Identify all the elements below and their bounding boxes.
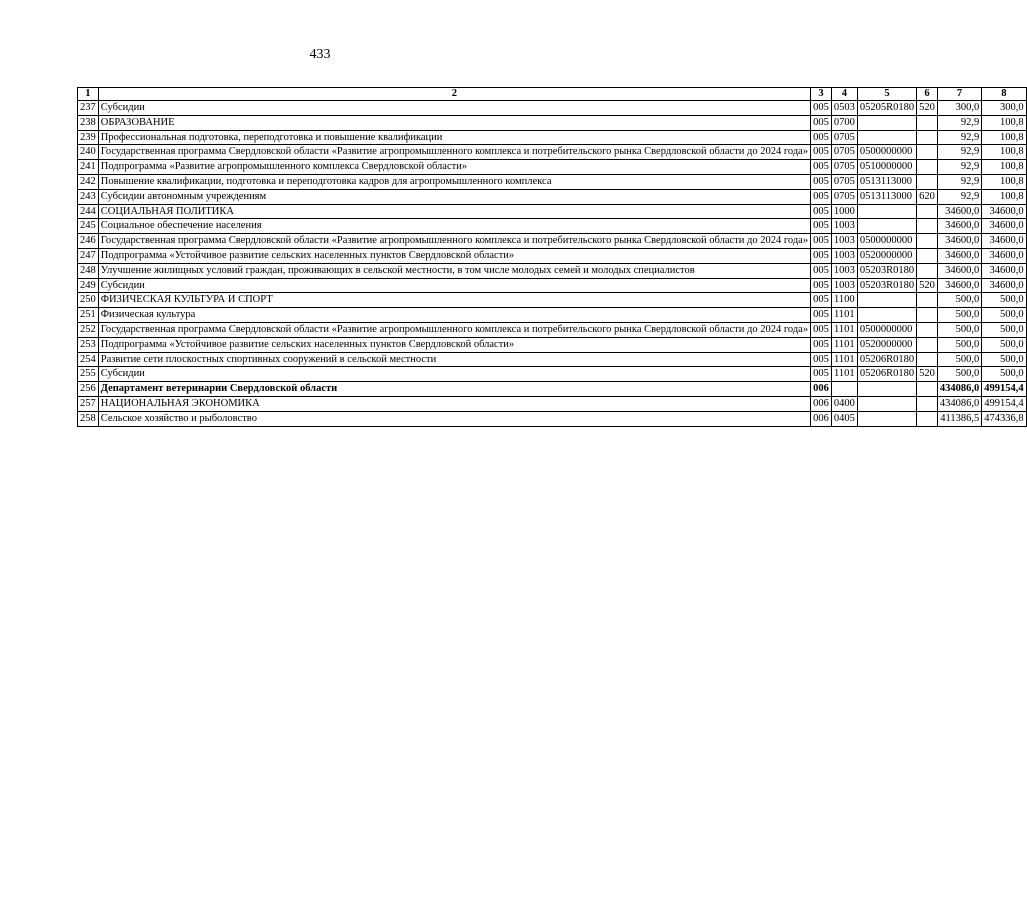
admin-code: 005 [811, 160, 832, 175]
section-code: 1101 [831, 322, 857, 337]
expense-type-code [917, 396, 938, 411]
admin-code: 005 [811, 278, 832, 293]
target-code: 05203R0180 [857, 263, 916, 278]
admin-code: 005 [811, 145, 832, 160]
table-row [78, 115, 1027, 130]
target-code [857, 308, 916, 323]
row-number: 256 [78, 382, 99, 397]
target-code: 05206R0180 [857, 367, 916, 382]
target-code [857, 396, 916, 411]
section-code: 0405 [831, 411, 857, 426]
expense-type-code [917, 248, 938, 263]
table-header-row [78, 88, 1027, 101]
row-number: 255 [78, 367, 99, 382]
row-number: 239 [78, 130, 99, 145]
page-number: 433 [309, 47, 331, 62]
table-row [78, 189, 1027, 204]
amount-year-1: 92,9 [937, 145, 981, 160]
section-code: 1003 [831, 219, 857, 234]
row-name: Субсидии [98, 278, 810, 293]
section-code: 1101 [831, 352, 857, 367]
amount-year-1: 300,0 [937, 101, 981, 116]
table-row [78, 278, 1027, 293]
table-row [78, 263, 1027, 278]
admin-code: 005 [811, 337, 832, 352]
admin-code: 006 [811, 396, 832, 411]
admin-code: 005 [811, 234, 832, 249]
amount-year-1: 434086,0 [937, 382, 981, 397]
amount-year-1: 34600,0 [937, 248, 981, 263]
expense-type-code [917, 308, 938, 323]
amount-year-1: 500,0 [937, 322, 981, 337]
row-number: 257 [78, 396, 99, 411]
amount-year-1: 34600,0 [937, 263, 981, 278]
section-code: 1003 [831, 263, 857, 278]
admin-code: 005 [811, 248, 832, 263]
amount-year-2: 34600,0 [982, 219, 1026, 234]
row-number: 242 [78, 174, 99, 189]
amount-year-1: 500,0 [937, 337, 981, 352]
row-number: 247 [78, 248, 99, 263]
section-code: 0705 [831, 174, 857, 189]
amount-year-1: 34600,0 [937, 219, 981, 234]
admin-code: 005 [811, 352, 832, 367]
admin-code: 005 [811, 101, 832, 116]
target-code [857, 411, 916, 426]
admin-code: 005 [811, 115, 832, 130]
row-name: Профессиональная подготовка, переподготовка и повышение квалификации [98, 130, 810, 145]
target-code: 0510000000 [857, 160, 916, 175]
section-code: 0700 [831, 115, 857, 130]
target-code: 0513113000 [857, 174, 916, 189]
column-header: 3 [811, 88, 832, 101]
admin-code: 005 [811, 367, 832, 382]
table-row [78, 219, 1027, 234]
column-header: 4 [831, 88, 857, 101]
row-name: Подпрограмма «Развитие агропромышленного комплекса Свердловской области» [98, 160, 810, 175]
target-code: 05205R0180 [857, 101, 916, 116]
target-code: 0500000000 [857, 234, 916, 249]
row-name: Департамент ветеринарии Свердловской области [98, 382, 810, 397]
table-row [78, 174, 1027, 189]
row-name: СОЦИАЛЬНАЯ ПОЛИТИКА [98, 204, 810, 219]
amount-year-2: 100,8 [982, 145, 1026, 160]
amount-year-2: 500,0 [982, 337, 1026, 352]
admin-code: 005 [811, 219, 832, 234]
target-code [857, 293, 916, 308]
row-number: 253 [78, 337, 99, 352]
amount-year-1: 34600,0 [937, 234, 981, 249]
section-code: 0705 [831, 145, 857, 160]
expense-type-code: 520 [917, 278, 938, 293]
row-number: 240 [78, 145, 99, 160]
row-name: Повышение квалификации, подготовка и переподготовка кадров для агропромышленного комплекса [98, 174, 810, 189]
amount-year-2: 34600,0 [982, 234, 1026, 249]
row-name: Физическая культура [98, 308, 810, 323]
target-code: 0520000000 [857, 248, 916, 263]
section-code: 0400 [831, 396, 857, 411]
row-name: Улучшение жилищных условий граждан, проживающих в сельской местности, в том числе молодых семей и молодых специалистов [98, 263, 810, 278]
table-row [78, 234, 1027, 249]
row-number: 254 [78, 352, 99, 367]
amount-year-2: 100,8 [982, 160, 1026, 175]
table-row [78, 160, 1027, 175]
table-row [78, 130, 1027, 145]
amount-year-1: 92,9 [937, 160, 981, 175]
amount-year-2: 500,0 [982, 293, 1026, 308]
amount-year-2: 100,8 [982, 174, 1026, 189]
amount-year-2: 100,8 [982, 189, 1026, 204]
admin-code: 005 [811, 263, 832, 278]
row-number: 245 [78, 219, 99, 234]
row-name: Подпрограмма «Устойчивое развитие сельских населенных пунктов Свердловской области» [98, 337, 810, 352]
amount-year-2: 34600,0 [982, 278, 1026, 293]
expense-type-code [917, 322, 938, 337]
table-row [78, 145, 1027, 160]
row-number: 241 [78, 160, 99, 175]
admin-code: 005 [811, 189, 832, 204]
target-code [857, 219, 916, 234]
row-name: ОБРАЗОВАНИЕ [98, 115, 810, 130]
amount-year-2: 34600,0 [982, 263, 1026, 278]
amount-year-1: 34600,0 [937, 278, 981, 293]
expense-type-code [917, 145, 938, 160]
table-row [78, 352, 1027, 367]
expense-type-code [917, 263, 938, 278]
row-name: Развитие сети плоскостных спортивных сооружений в сельской местности [98, 352, 810, 367]
table-row [78, 204, 1027, 219]
row-name: Субсидии автономным учреждениям [98, 189, 810, 204]
table-row [78, 411, 1027, 426]
amount-year-2: 499154,4 [982, 396, 1026, 411]
expense-type-code [917, 174, 938, 189]
target-code: 05206R0180 [857, 352, 916, 367]
amount-year-2: 34600,0 [982, 248, 1026, 263]
column-header: 1 [78, 88, 99, 101]
amount-year-2: 500,0 [982, 352, 1026, 367]
amount-year-1: 434086,0 [937, 396, 981, 411]
row-name: Субсидии [98, 101, 810, 116]
admin-code: 005 [811, 130, 832, 145]
row-name: Субсидии [98, 367, 810, 382]
expense-type-code [917, 160, 938, 175]
section-code: 1101 [831, 337, 857, 352]
table-row [78, 396, 1027, 411]
target-code: 05203R0180 [857, 278, 916, 293]
row-number: 246 [78, 234, 99, 249]
amount-year-2: 34600,0 [982, 204, 1026, 219]
table-row [78, 248, 1027, 263]
amount-year-1: 500,0 [937, 367, 981, 382]
row-number: 238 [78, 115, 99, 130]
amount-year-1: 92,9 [937, 130, 981, 145]
row-name: Государственная программа Свердловской области «Развитие агропромышленного комплекса и потребительского рынка Свердловской области до 2024 года» [98, 322, 810, 337]
expense-type-code [917, 204, 938, 219]
amount-year-1: 500,0 [937, 293, 981, 308]
section-code: 0705 [831, 189, 857, 204]
expense-type-code [917, 411, 938, 426]
row-number: 237 [78, 101, 99, 116]
admin-code: 006 [811, 411, 832, 426]
amount-year-2: 100,8 [982, 130, 1026, 145]
row-number: 249 [78, 278, 99, 293]
amount-year-2: 300,0 [982, 101, 1026, 116]
admin-code: 005 [811, 293, 832, 308]
amount-year-1: 411386,5 [937, 411, 981, 426]
table-row [78, 382, 1027, 397]
amount-year-1: 92,9 [937, 174, 981, 189]
target-code [857, 130, 916, 145]
column-header: 2 [98, 88, 810, 101]
column-header: 7 [937, 88, 981, 101]
row-name: ФИЗИЧЕСКАЯ КУЛЬТУРА И СПОРТ [98, 293, 810, 308]
target-code [857, 382, 916, 397]
row-name: Социальное обеспечение населения [98, 219, 810, 234]
target-code [857, 115, 916, 130]
section-code: 1003 [831, 234, 857, 249]
section-code: 1003 [831, 278, 857, 293]
target-code: 0520000000 [857, 337, 916, 352]
row-name: Государственная программа Свердловской области «Развитие агропромышленного комплекса и потребительского рынка Свердловской области до 2024 года» [98, 145, 810, 160]
admin-code: 005 [811, 174, 832, 189]
expense-type-code [917, 115, 938, 130]
row-number: 248 [78, 263, 99, 278]
table-row [78, 293, 1027, 308]
table-row [78, 322, 1027, 337]
amount-year-1: 34600,0 [937, 204, 981, 219]
row-name: Государственная программа Свердловской области «Развитие агропромышленного комплекса и потребительского рынка Свердловской области до 2024 года» [98, 234, 810, 249]
target-code: 0513113000 [857, 189, 916, 204]
section-code [831, 382, 857, 397]
table-body [78, 101, 1027, 427]
section-code: 1003 [831, 248, 857, 263]
table-row [78, 337, 1027, 352]
section-code: 0705 [831, 160, 857, 175]
amount-year-2: 500,0 [982, 367, 1026, 382]
expense-type-code [917, 337, 938, 352]
column-header: 5 [857, 88, 916, 101]
section-code: 1100 [831, 293, 857, 308]
target-code: 0500000000 [857, 145, 916, 160]
expense-type-code: 620 [917, 189, 938, 204]
row-number: 250 [78, 293, 99, 308]
table-row [78, 308, 1027, 323]
expense-type-code: 520 [917, 367, 938, 382]
row-name: Подпрограмма «Устойчивое развитие сельских населенных пунктов Свердловской области» [98, 248, 810, 263]
row-number: 244 [78, 204, 99, 219]
admin-code: 005 [811, 204, 832, 219]
section-code: 1000 [831, 204, 857, 219]
expense-type-code [917, 293, 938, 308]
expense-type-code: 520 [917, 101, 938, 116]
expense-type-code [917, 130, 938, 145]
column-header: 6 [917, 88, 938, 101]
table-row [78, 367, 1027, 382]
row-number: 252 [78, 322, 99, 337]
expense-type-code [917, 382, 938, 397]
row-number: 243 [78, 189, 99, 204]
amount-year-2: 500,0 [982, 308, 1026, 323]
admin-code: 005 [811, 322, 832, 337]
section-code: 1101 [831, 367, 857, 382]
row-number: 251 [78, 308, 99, 323]
amount-year-2: 474336,8 [982, 411, 1026, 426]
amount-year-1: 92,9 [937, 115, 981, 130]
expense-type-code [917, 234, 938, 249]
row-number: 258 [78, 411, 99, 426]
expense-type-code [917, 352, 938, 367]
amount-year-1: 92,9 [937, 189, 981, 204]
target-code: 0500000000 [857, 322, 916, 337]
section-code: 0503 [831, 101, 857, 116]
section-code: 0705 [831, 130, 857, 145]
table-row [78, 101, 1027, 116]
amount-year-1: 500,0 [937, 308, 981, 323]
admin-code: 006 [811, 382, 832, 397]
amount-year-2: 100,8 [982, 115, 1026, 130]
admin-code: 005 [811, 308, 832, 323]
column-header: 8 [982, 88, 1026, 101]
expense-type-code [917, 219, 938, 234]
row-name: НАЦИОНАЛЬНАЯ ЭКОНОМИКА [98, 396, 810, 411]
target-code [857, 204, 916, 219]
section-code: 1101 [831, 308, 857, 323]
row-name: Сельское хозяйство и рыболовство [98, 411, 810, 426]
amount-year-2: 500,0 [982, 322, 1026, 337]
amount-year-1: 500,0 [937, 352, 981, 367]
amount-year-2: 499154,4 [982, 382, 1026, 397]
budget-table [77, 87, 1027, 427]
